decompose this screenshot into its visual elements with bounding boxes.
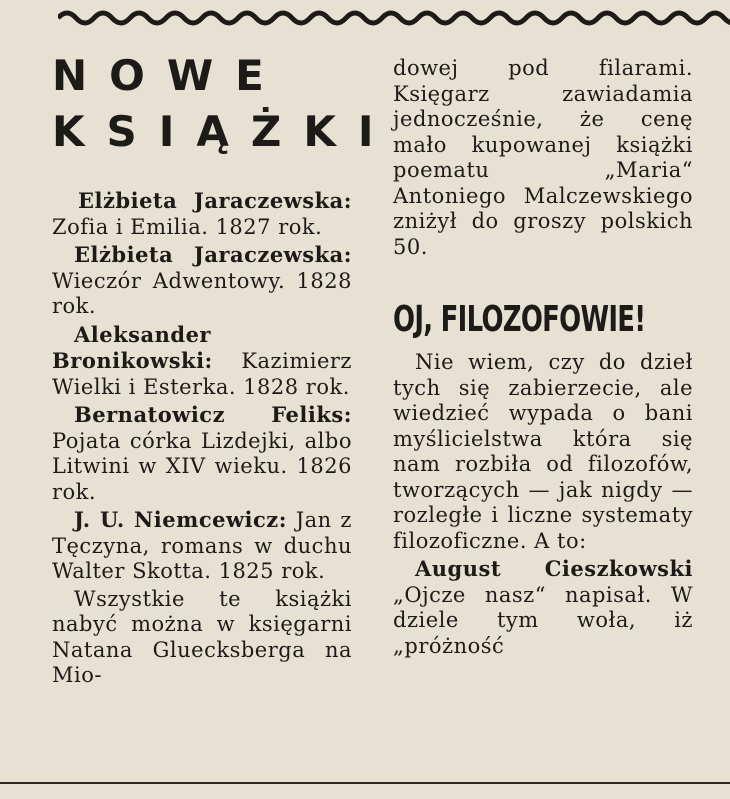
book-author: Elżbieta Jaraczewska: (74, 242, 352, 267)
article-headline: OJ, FILOZOFOWIE! (393, 299, 646, 340)
book-entry (52, 242, 352, 320)
book-details: Kazimierz Wielki i Esterka. 1828 rok. (52, 349, 352, 399)
book-entry (52, 322, 352, 401)
book-author: J. U. Niemcewicz: (74, 507, 287, 532)
book-details: Jan z Tęczyna, romans w duchu Walter Skotta. 1825 rok. (52, 508, 352, 583)
book-author: Bernatowicz Feliks: (74, 402, 352, 427)
final-author: August Cieszkowski (415, 556, 693, 581)
heading-line-1: NOWE (52, 51, 286, 100)
final-text: „Ojcze nasz“ napisał. W dziele tym woła, iż „próżność (393, 582, 693, 658)
heading-line-2: KSIĄŻKI (52, 107, 396, 156)
bottom-rule (0, 782, 730, 784)
section-heading (52, 48, 396, 160)
book-author: Elżbieta Jaraczewska: (78, 188, 352, 213)
intro-paragraph: Nie wiem, czy do dzieł tych się zabierzecie, ale wiedzieć wypada o bani myślicielstwa która się nam rozbiła od filozofów, tworzących — jak nigdy — rozległe i liczne systematy filozoficzne. A to: (393, 350, 693, 553)
continuation-paragraph: dowej pod filarami. Księgarz zawiadamia jednocześnie, że cenę mało kupowanej książki poematu „Maria“ Antoniego Malczewskiego zniżył do groszy polskich 50. (393, 56, 693, 259)
book-details: Wieczór Adwentowy. 1828 rok. (52, 268, 352, 318)
book-list (52, 188, 352, 689)
left-column (52, 48, 396, 691)
decorative-wave-border (58, 4, 730, 32)
right-column (393, 56, 693, 661)
book-entry (52, 402, 352, 505)
closing-paragraph: Wszystkie te książki nabyć można w księgarni Natana Gluecksberga na Mio- (52, 586, 352, 687)
book-details: Pojata córka Lizdejki, albo Litwini w XIV wieku. 1826 rok. (52, 428, 352, 504)
book-details: Zofia i Emilia. 1827 rok. (52, 214, 323, 239)
book-entry (52, 507, 352, 585)
final-paragraph (393, 556, 693, 659)
book-author: Aleksander Bronikowski: (52, 321, 213, 373)
book-entry (52, 188, 352, 240)
